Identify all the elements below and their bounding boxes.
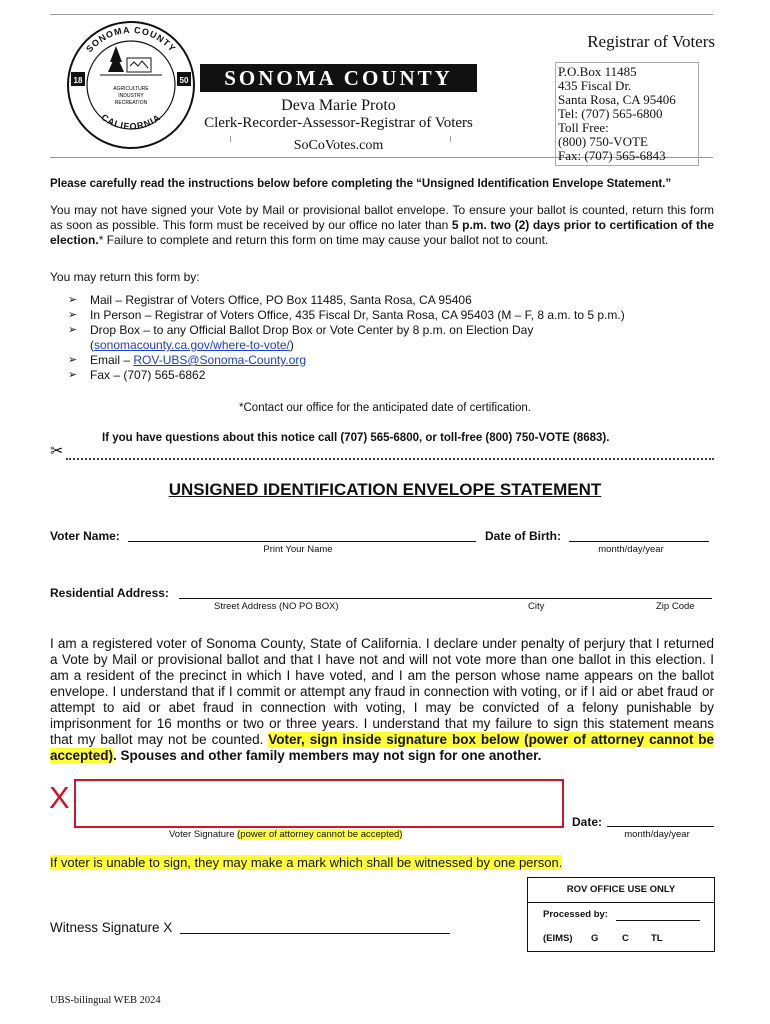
website: SoCoVotes.com: [293, 138, 384, 153]
letterhead: [50, 14, 713, 162]
poa-note: (power of attorney cannot be accepted): [237, 829, 403, 840]
office-use-box: [527, 877, 715, 952]
contact-city: Santa Rosa, CA 95406: [558, 92, 676, 107]
contact-toll-free-label: Toll Free:: [558, 120, 609, 135]
form-title: UNSIGNED IDENTIFICATION ENVELOPE STATEMENT: [168, 480, 602, 499]
scissors-icon: ✂: [50, 443, 64, 460]
code-g: G: [591, 933, 599, 944]
city-caption: City: [528, 601, 545, 612]
footer-code: UBS-bilingual WEB 2024: [50, 995, 161, 1006]
seal-center-line-2: INDUSTRY: [118, 93, 144, 99]
dob-label: Date of Birth:: [485, 529, 561, 543]
email-link[interactable]: ROV-UBS@Sonoma-County.org: [133, 353, 307, 367]
county-title: SONOMA COUNTY: [224, 66, 453, 90]
family-warning: . Spouses and other family members may not sign for one another.: [113, 748, 542, 763]
sign-instruction-highlight: Voter, sign inside signature box below (power of attorney cannot be accepted): [50, 732, 714, 763]
county-seal-icon: [64, 18, 198, 152]
street-caption: Street Address (NO PO BOX): [214, 601, 339, 612]
official-title: Clerk-Recorder-Assessor-Registrar of Voters: [204, 115, 473, 131]
seal-year-right: 50: [179, 76, 189, 85]
arrow-bullet-icon: ➢: [68, 369, 78, 381]
deadline-text: 5 p.m. two (2) days prior to certification of the election.: [50, 218, 714, 247]
return-heading: You may return this form by:: [50, 270, 200, 284]
where-to-vote-link[interactable]: sonomacounty.ca.gov/where-to-vote/: [94, 338, 290, 352]
instructions-paragraph: [50, 203, 714, 248]
arrow-bullet-icon: ➢: [68, 309, 78, 321]
office-use-title: ROV OFFICE USE ONLY: [566, 884, 676, 895]
mark-note-text: If voter is unable to sign, they may make a mark which shall be witnessed by one person.: [50, 855, 563, 870]
arrow-bullet-icon: ➢: [68, 354, 78, 366]
arrow-bullet-icon: ➢: [68, 324, 78, 336]
return-method-in-person: ➢ In Person – Registrar of Voters Office, 435 Fiscal Dr, Santa Rosa, CA 95403 (M – F, 8 a.m. to 5 p.m.): [68, 308, 625, 322]
contact-block: [555, 62, 699, 166]
seal-bottom-text: CALIFORNIA: [99, 112, 163, 132]
date-input[interactable]: [607, 814, 714, 827]
print-name-caption: Print Your Name: [263, 544, 333, 555]
contact-fax: Fax: (707) 565-6843: [558, 148, 666, 163]
code-tl: TL: [651, 933, 663, 944]
witness-signature-input[interactable]: [180, 919, 450, 934]
declaration-text: I am a registered voter of Sonoma County, State of California. I declare under penalty of perjury that I returned a Vote by Mail or provisional ballot and that I have not and will not vote more than one ballot in this election. I am a resident of the precinct in which I have voted, and I am the person whose name appears on the ballot envelope. I understand that if I commit or attempt any fraud in connection with voting, or if I aid or abet fraud or attempt to aid or abet fraud in connection with voting, I may be convicted of a felony punishable by imprisonment for 16 months or two or three years. I understand that my failure to sign this statement means that my ballot may not be counted.: [50, 636, 714, 747]
contact-toll-free: (800) 750-VOTE: [558, 134, 648, 149]
voter-signature-label: Voter Signature: [169, 829, 235, 840]
seal-top-text: SONOMA COUNTY: [84, 24, 178, 55]
date-caption: month/day/year: [624, 829, 690, 840]
dob-input[interactable]: [569, 529, 709, 542]
witness-label: Witness Signature X: [50, 920, 173, 935]
arrow-bullet-icon: ➢: [68, 294, 78, 306]
seal-year-left: 18: [73, 76, 83, 85]
certification-note: *Contact our office for the anticipated date of certification.: [239, 402, 531, 414]
office-use-divider: [528, 902, 714, 903]
voter-name-label: Voter Name:: [50, 529, 120, 543]
contact-street: 435 Fiscal Dr.: [558, 78, 632, 93]
declaration-paragraph: [50, 636, 714, 764]
return-method-mail: ➢ Mail – Registrar of Voters Office, PO Box 11485, Santa Rosa, CA 95406: [68, 293, 472, 307]
voter-signature-caption: [169, 829, 402, 840]
instructions-text: You may not have signed your Vote by Mail or provisional ballot envelope. To ensure your ballot is counted, return this form as soon as possible. This form must be received by our office no later than: [50, 203, 714, 232]
code-eims: (EIMS): [543, 933, 573, 944]
contact-tel: Tel: (707) 565-6800: [558, 106, 663, 121]
address-label: Residential Address:: [50, 586, 169, 600]
seal-center-line-3: RECREATION: [114, 100, 148, 106]
zip-caption: Zip Code: [656, 601, 695, 612]
contact-po-box: P.O.Box 11485: [558, 64, 637, 79]
office-name: Registrar of Voters: [587, 32, 715, 51]
official-name: Deva Marie Proto: [281, 97, 396, 114]
return-methods-list: [50, 293, 710, 383]
processed-by-input[interactable]: [616, 909, 700, 921]
questions-note: If you have questions about this notice call (707) 565-6800, or toll-free (800) 750-VOTE (8683).: [102, 432, 610, 444]
voter-name-input[interactable]: [128, 529, 476, 542]
sign-here-mark: X: [49, 780, 70, 815]
return-method-drop-box: ➢ Drop Box – to any Official Ballot Drop Box or Vote Center by 8 p.m. on Election Day (sonomacounty.ca.gov/where-to-vote/): [68, 323, 534, 352]
instructions-heading: Please carefully read the instructions below before completing the “Unsigned Identification Envelope Statement.”: [50, 178, 672, 190]
top-rule: [50, 14, 713, 15]
failure-warning: * Failure to complete and return this form on time may cause your ballot not to count.: [98, 233, 549, 247]
return-method-email: ➢ Email – ROV-UBS@Sonoma-County.org: [68, 353, 307, 367]
county-banner: [200, 64, 477, 92]
date-label: Date:: [572, 815, 603, 829]
voter-signature-box[interactable]: [74, 779, 564, 828]
dob-caption: month/day/year: [598, 544, 664, 555]
processed-by-label: Processed by:: [543, 909, 608, 920]
seal-center-line-1: AGRICULTURE: [113, 86, 149, 92]
return-method-fax: ➢ Fax – (707) 565-6862: [68, 368, 206, 382]
address-input[interactable]: [179, 586, 712, 599]
mark-note: [50, 855, 562, 870]
cut-line: [66, 458, 714, 460]
code-c: C: [622, 933, 629, 944]
